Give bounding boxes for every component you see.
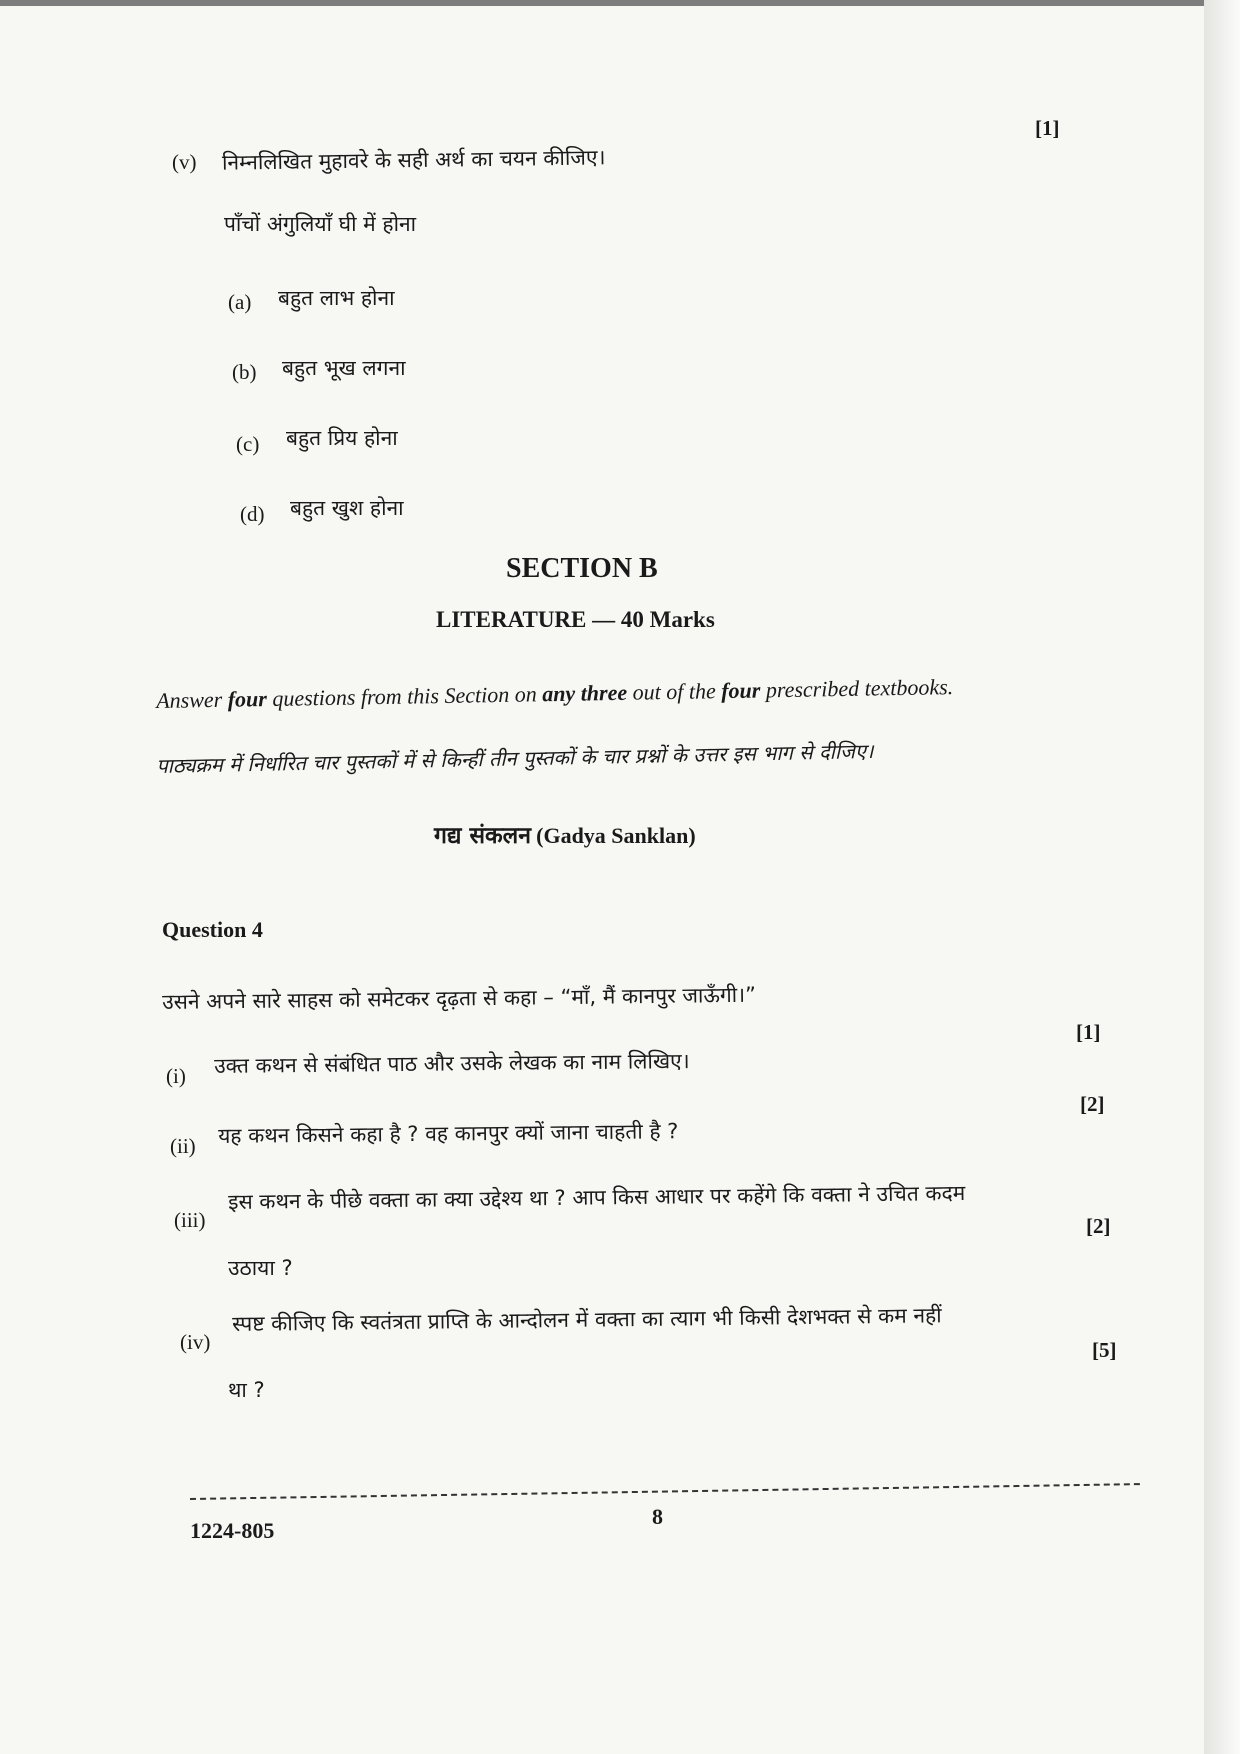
q4-part-ii-number: (ii) bbox=[170, 1134, 196, 1158]
q3v-number: (v) bbox=[172, 150, 197, 174]
book-title bbox=[434, 818, 696, 850]
instr-en-part: Answer bbox=[156, 686, 228, 713]
q3v-text: निम्नलिखित मुहावरे के सही अर्थ का चयन कीजिए। bbox=[221, 145, 606, 175]
q3v-idiom: पाँचों अंगुलियाँ घी में होना bbox=[224, 212, 417, 236]
q4-part-ii-text: यह कथन किसने कहा है ? वह कानपुर क्यों जाना चाहती है ? bbox=[218, 1119, 679, 1148]
instr-en-bold: four bbox=[721, 677, 761, 704]
footer-page-number: 8 bbox=[652, 1504, 663, 1529]
footer-dashed-rule bbox=[190, 1483, 1140, 1500]
option-b-text: बहुत भूख लगना bbox=[282, 356, 406, 380]
q4-part-iii-text-cont: उठाया ? bbox=[228, 1256, 293, 1280]
q4-part-iii-number: (iii) bbox=[174, 1208, 206, 1232]
section-instruction-hi: पाठ्यक्रम में निर्धारित चार पुस्तकों में से किन्हीं तीन पुस्तकों के चार प्रश्नों के उत्तर इस भाग से दीजिए। bbox=[156, 738, 874, 778]
option-b-label: (b) bbox=[232, 360, 257, 384]
book-title-hi: गद्य संकलन bbox=[434, 823, 532, 849]
option-d-label: (d) bbox=[240, 502, 265, 526]
question-4-heading: Question 4 bbox=[162, 917, 263, 942]
footer-paper-code: 1224-805 bbox=[190, 1518, 275, 1543]
q4-part-i-marks: [1] bbox=[1076, 1020, 1101, 1044]
instr-en-bold: four bbox=[227, 686, 268, 712]
q4-part-iv-number: (iv) bbox=[180, 1330, 211, 1354]
option-c-text: बहुत प्रिय होना bbox=[286, 426, 398, 450]
q4-part-ii-marks: [2] bbox=[1080, 1092, 1105, 1116]
q4-part-iv-text: स्पष्ट कीजिए कि स्वतंत्रता प्राप्ति के आन्दोलन में वक्ता का त्याग भी किसी देशभक्त से कम नहीं bbox=[232, 1303, 942, 1336]
section-subtitle: LITERATURE — 40 Marks bbox=[436, 607, 715, 632]
q4-part-iii-marks: [2] bbox=[1086, 1214, 1111, 1238]
scan-top-edge bbox=[0, 0, 1240, 6]
option-c-label: (c) bbox=[236, 432, 260, 456]
q4-part-i-number: (i) bbox=[166, 1064, 186, 1088]
q4-part-iii-text: इस कथन के पीछे वक्ता का क्या उद्देश्य था ? आप किस आधार पर कहेंगे कि वक्ता ने उचित कदम bbox=[228, 1180, 966, 1214]
section-instruction-en bbox=[156, 674, 953, 714]
q3v-marks: [1] bbox=[1035, 116, 1060, 140]
option-a-label: (a) bbox=[228, 290, 252, 314]
section-title: SECTION B bbox=[506, 553, 658, 584]
instr-en-bold: any three bbox=[541, 679, 628, 707]
q4-part-i-text: उक्त कथन से संबंधित पाठ और उसके लेखक का नाम लिखिए। bbox=[214, 1049, 690, 1078]
q4-part-iv-marks: [5] bbox=[1092, 1338, 1117, 1362]
instr-en-part: questions from this Section on bbox=[266, 681, 543, 712]
question-4-quote: उसने अपने सारे साहस को समेटकर दृढ़ता से कहा – “माँ, मैं कानपुर जाऊँगी।” bbox=[162, 982, 757, 1014]
scan-right-edge bbox=[1204, 0, 1240, 1754]
option-d-text: बहुत खुश होना bbox=[290, 496, 404, 520]
instr-en-part: prescribed textbooks. bbox=[760, 674, 954, 703]
q4-part-iv-text-cont: था ? bbox=[228, 1378, 265, 1402]
instr-en-part: out of the bbox=[626, 678, 722, 705]
book-title-en: (Gadya Sanklan) bbox=[536, 823, 696, 848]
option-a-text: बहुत लाभ होना bbox=[278, 286, 395, 310]
